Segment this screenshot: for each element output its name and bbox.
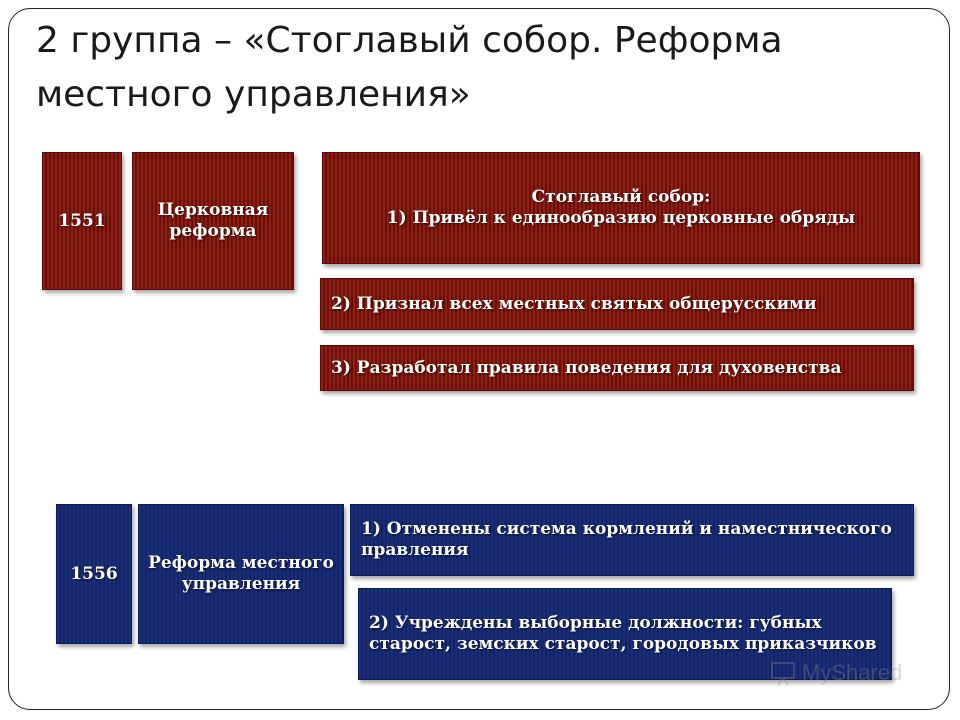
sobor-point-2-box — [320, 278, 914, 330]
sobor-point-3: 3) Разработал правила поведения для духовенства — [331, 358, 842, 378]
topic-label: Реформа местного управления — [148, 553, 334, 594]
slide-title: 2 группа – «Стоглавый собор. Реформа местного управления» — [36, 20, 783, 115]
sobor-heading: Стоглавый собор: — [531, 187, 711, 207]
local-point-1-box — [350, 504, 914, 576]
year-box-1556 — [56, 504, 132, 644]
year-label: 1556 — [70, 563, 118, 584]
sobor-point-2: 2) Признал всех местных святых общерусскими — [331, 293, 817, 314]
sobor-point-1: 1) Привёл к единообразию церковные обряды — [386, 208, 856, 228]
local-point-2: 2) Учреждены выборные должности: губных старост, земских старост, городовых приказчиков — [369, 613, 877, 654]
local-point-1: 1) Отменены система кормлений и наместнического правления — [361, 519, 892, 560]
topic-box-local-government — [138, 504, 344, 644]
year-box-1551 — [42, 152, 122, 290]
watermark-text: MyShared — [802, 660, 903, 685]
year-label: 1551 — [58, 210, 106, 231]
topic-label: Церковная реформа — [157, 200, 269, 241]
sobor-box — [322, 152, 920, 264]
watermark — [770, 656, 930, 690]
topic-box-church-reform — [132, 152, 294, 290]
presentation-icon — [770, 660, 796, 686]
sobor-point-3-box — [320, 345, 914, 391]
